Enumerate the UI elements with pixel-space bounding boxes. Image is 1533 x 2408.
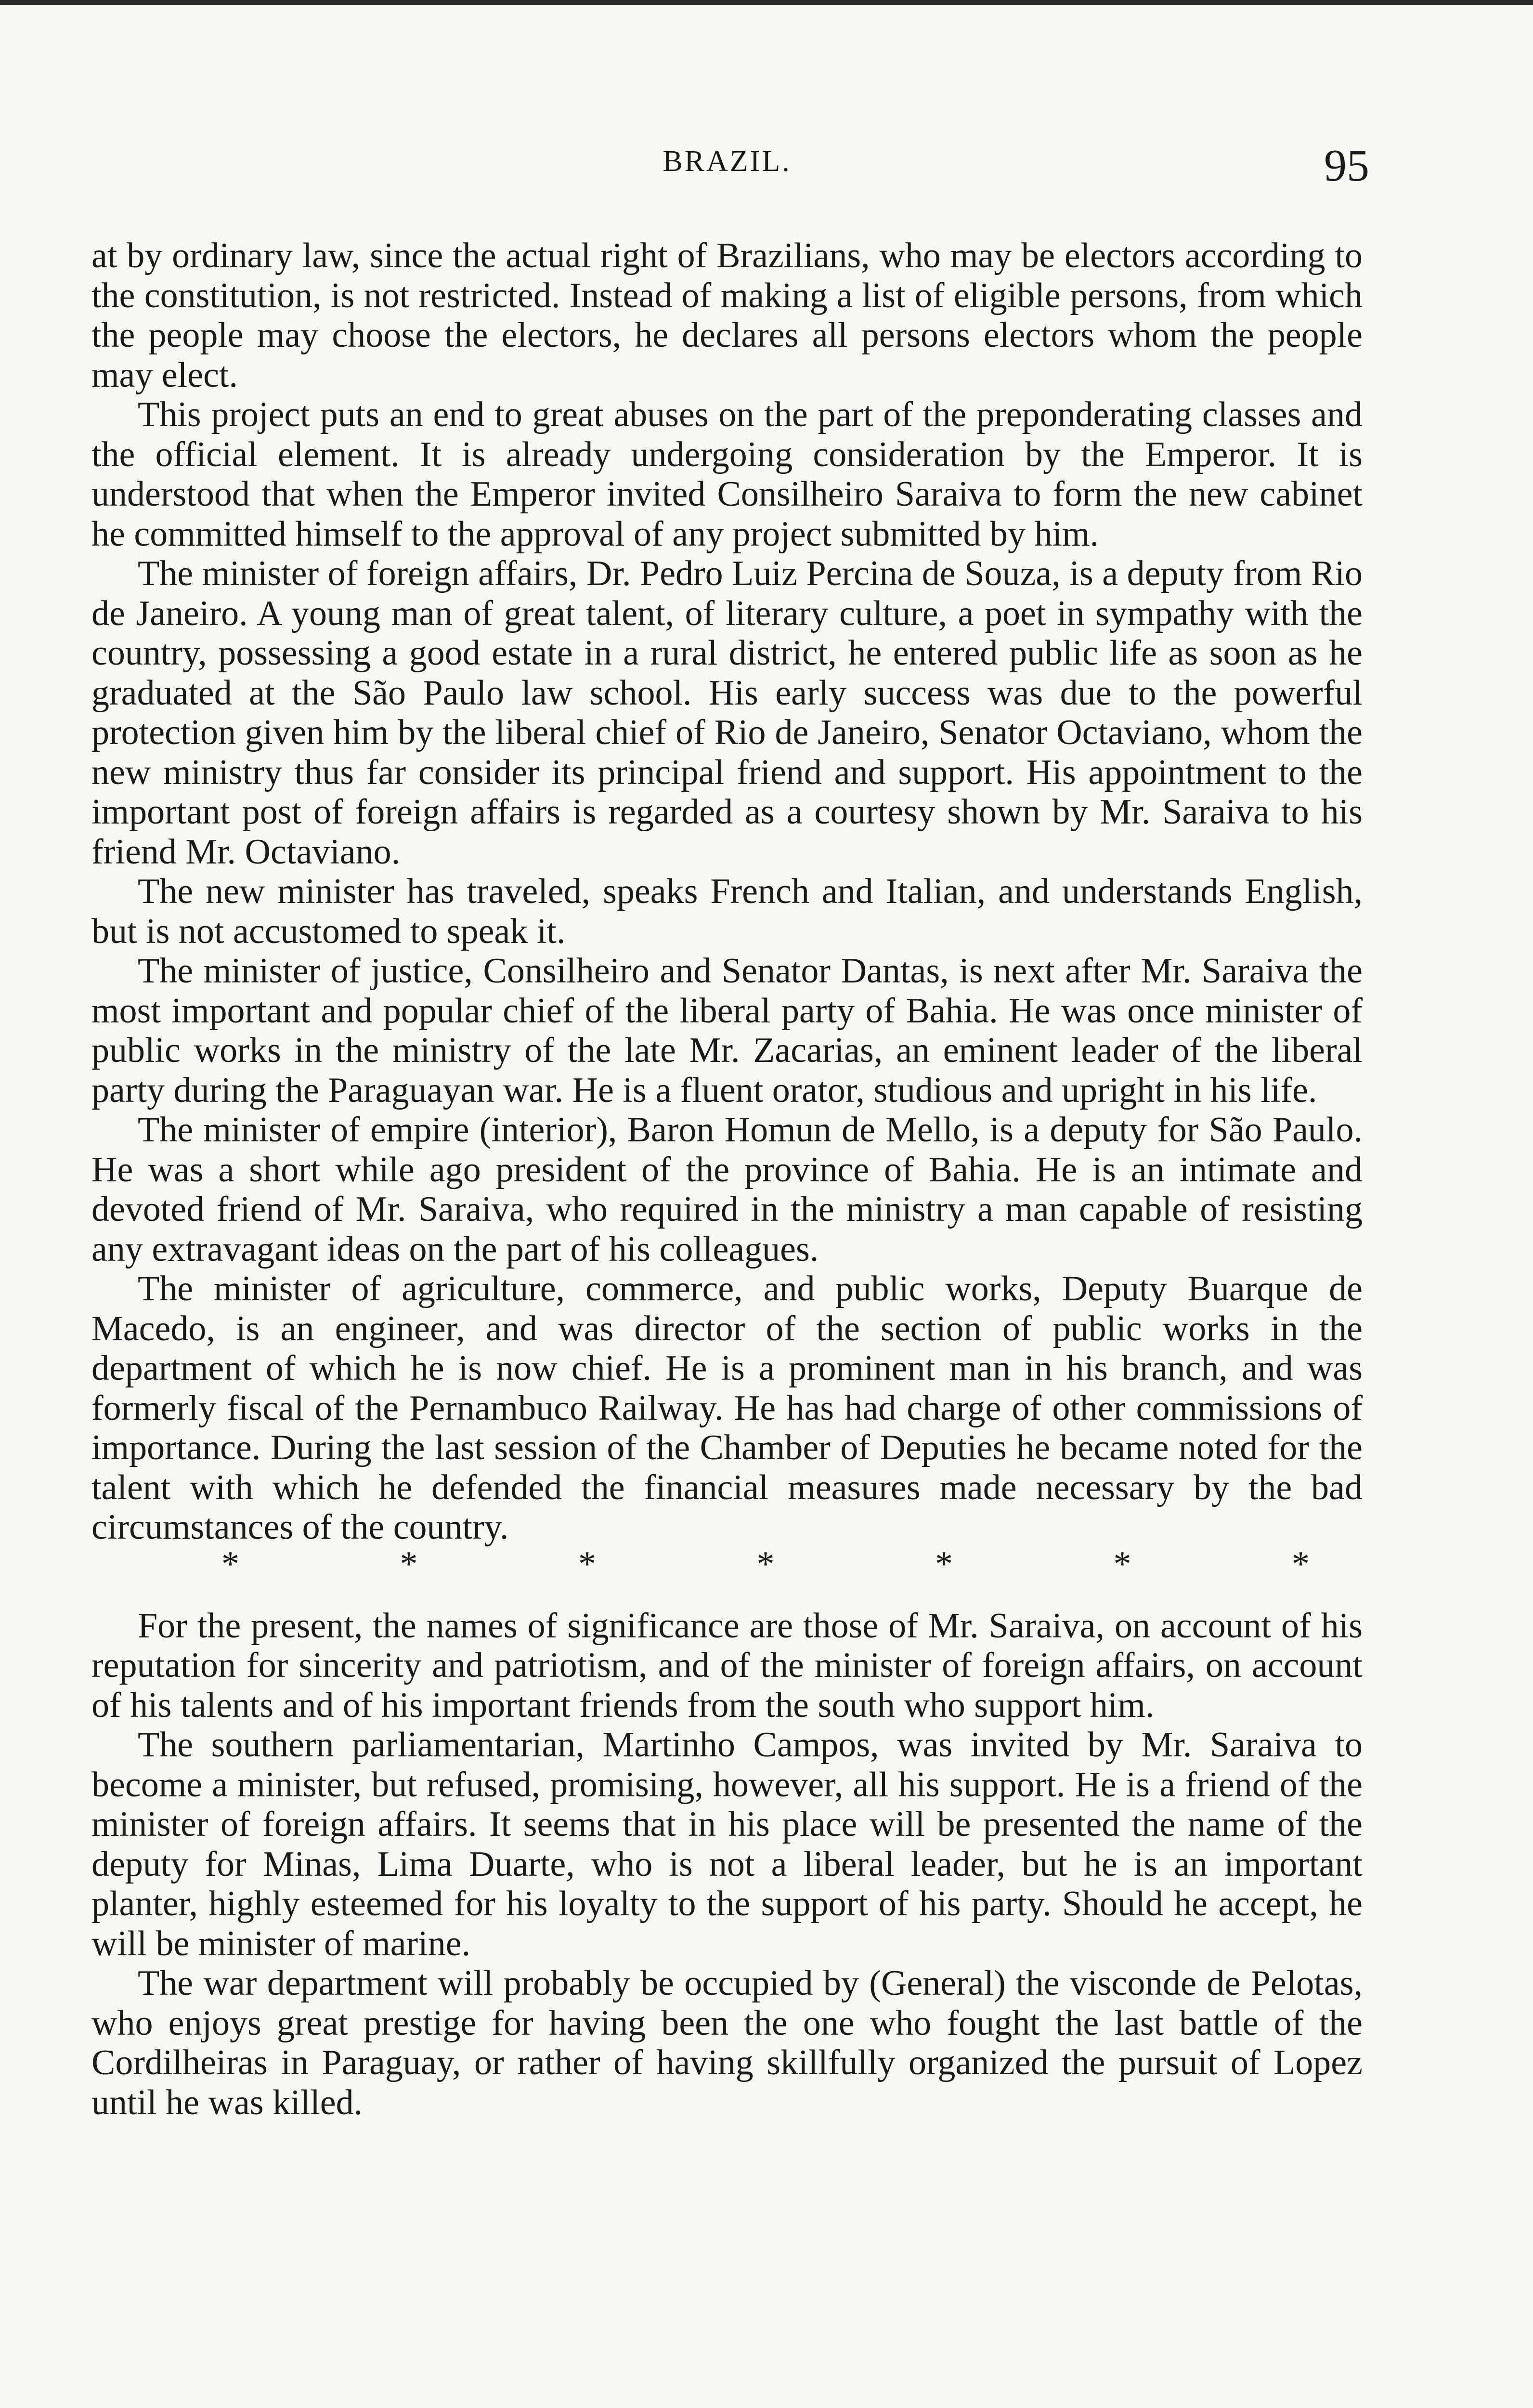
separator-asterisk: * <box>1113 1544 1131 1584</box>
paragraph: at by ordinary law, since the actual right of Brazilians, who may be electors according to the constitution, is not restricted. Instead of making a list of eligible persons, from which the people may choose the electors, he declares all persons electors whom the people may elect. <box>91 236 1363 395</box>
paragraph: The minister of foreign affairs, Dr. Pedro Luiz Percina de Souza, is a deputy from Rio de Janeiro. A young man of great talent, of literary culture, a poet in sympathy with the country, possessing a good estate in a rural district, he entered public life as soon as he graduated at the São Paulo law school. His early success was due to the powerful protection given him by the liberal chief of Rio de Janeiro, Senator Octaviano, whom the new ministry thus far consider its principal friend and support. His appointment to the important post of foreign affairs is regarded as a courtesy shown by Mr. Saraiva to his friend Mr. Octaviano. <box>91 554 1363 872</box>
separator-asterisk: * <box>400 1544 418 1584</box>
paragraph: For the present, the names of significance are those of Mr. Saraiva, on account of his reputation for sincerity and patriotism, and of the minister of foreign affairs, on account of his talents and of his important friends from the south who support him. <box>91 1606 1363 1725</box>
paragraph: The southern parliamentarian, Martinho Campos, was invited by Mr. Saraiva to become a minister, but refused, promising, however, all his support. He is a friend of the minister of foreign affairs. It seems that in his place will be presented the name of the deputy for Minas, Lima Duarte, who is not a liberal leader, but he is an important planter, highly esteemed for his loyalty to the support of his party. Should he accept, he will be minister of marine. <box>91 1725 1363 1963</box>
section-separator <box>91 1544 1363 1584</box>
paragraph: This project puts an end to great abuses on the part of the preponderating classes and the official element. It is already undergoing consideration by the Emperor. It is understood that when the Emperor invited Consilheiro Saraiva to form the new cabinet he committed himself to the approval of any project submitted by him. <box>91 395 1363 554</box>
body-text <box>91 236 1363 2122</box>
running-title: BRAZIL. <box>663 145 792 178</box>
paragraph: The war department will probably be occupied by (General) the visconde de Pelotas, who enjoys great prestige for having been the one who fought the last battle of the Cordilheiras in Paraguay, or rather of having skillfully organized the pursuit of Lopez until he was killed. <box>91 1963 1363 2122</box>
separator-asterisk: * <box>756 1544 775 1584</box>
paragraph: The minister of empire (interior), Baron Homun de Mello, is a deputy for São Paulo. He was a short while ago president of the province of Bahia. He is an intimate and devoted friend of Mr. Saraiva, who required in the ministry a man capable of resisting any extravagant ideas on the part of his colleagues. <box>91 1110 1363 1269</box>
top-rule <box>0 0 1533 5</box>
paragraph: The minister of justice, Consilheiro and Senator Dantas, is next after Mr. Saraiva the most important and popular chief of the liberal party of Bahia. He was once minister of public works in the ministry of the late Mr. Zacarias, an eminent leader of the liberal party during the Paraguayan war. He is a fluent orator, studious and upright in his life. <box>91 951 1363 1110</box>
separator-asterisk: * <box>1292 1544 1310 1584</box>
separator-asterisk: * <box>935 1544 953 1584</box>
separator-asterisk: * <box>221 1544 239 1584</box>
page-number: 95 <box>1324 141 1369 191</box>
running-head <box>91 140 1369 193</box>
paragraph: The new minister has traveled, speaks French and Italian, and understands English, but is not accustomed to speak it. <box>91 872 1363 951</box>
separator-asterisk: * <box>578 1544 596 1584</box>
paragraph: The minister of agriculture, commerce, and public works, Deputy Buarque de Macedo, is an engineer, and was director of the section of public works in the department of which he is now chief. He is a prominent man in his branch, and was formerly fiscal of the Pernambuco Railway. He has had charge of other commissions of importance. During the last session of the Chamber of Deputies he became noted for the talent with which he defended the financial measures made necessary by the bad circumstances of the country. <box>91 1269 1363 1547</box>
